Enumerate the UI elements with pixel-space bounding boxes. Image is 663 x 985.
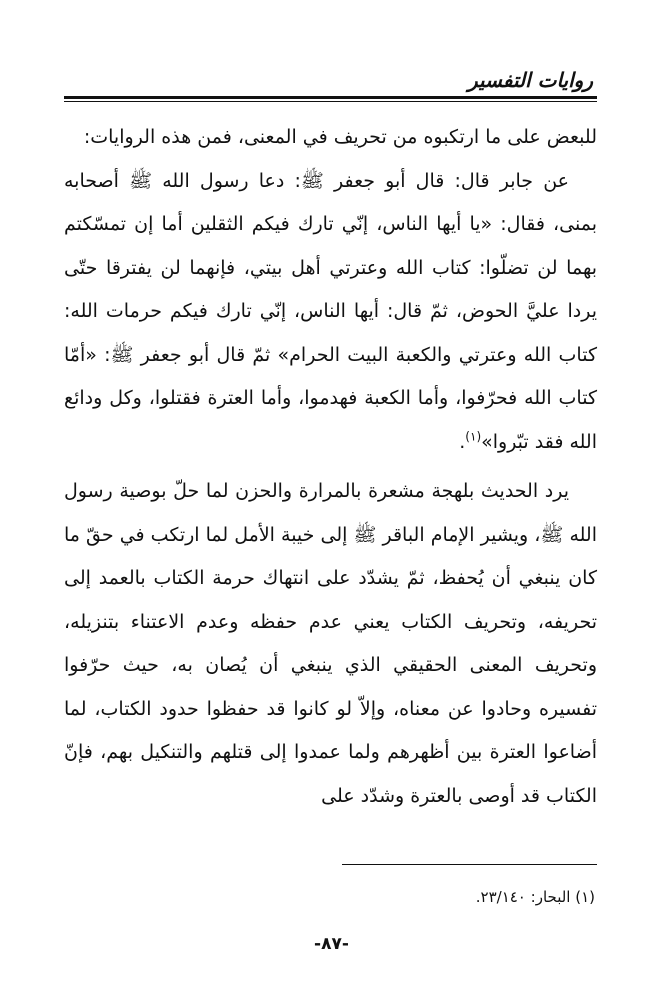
paragraph-2	[64, 160, 597, 465]
running-header	[64, 68, 597, 94]
footnote-reference[interactable]: (١)	[465, 429, 482, 444]
footnote-separator	[342, 864, 597, 865]
paragraph-2-end: .	[459, 430, 466, 453]
footnote: (١) البحار: ٢٣/١٤٠.	[475, 888, 595, 906]
page-number: -٨٧-	[314, 934, 349, 954]
paragraph-3: يرد الحديث بلهجة مشعرة بالمرارة والحزن لما حلّ بوصية رسول الله ﷺ، ويشير الإمام الباقر ﷺ إلى خيبة الأمل لما ارتكب في حقّ ما كان ينبغي أن يُحفظ، ثمّ يشدّد على انتهاك حرمة الكتاب بالعمد إلى تحريفه، وتحريف الكتاب يعني عدم حفظه وعدم الاعتناء بتنزيله، وتحريف المعنى الحقيقي الذي ينبغي أن يُصان به، حيث حرّفوا تفسيره وحادوا عن معناه، وإلاّ لو كانوا قد حفظوا حدود الكتاب، لما أضاعوا العترة بين أظهرهم ولما عمدوا إلى قتلهم والتنكيل بهم، فإنّ الكتاب قد أوصى بالعترة وشدّد على	[64, 480, 597, 807]
body-text	[64, 116, 597, 818]
header-rule-thin	[64, 101, 597, 102]
running-header-title: روايات التفسير	[467, 68, 593, 92]
paragraph-1: للبعض على ما ارتكبوه من تحريف في المعنى، فمن هذه الروايات:	[83, 126, 597, 148]
paragraph-2-text: عن جابر قال: قال أبو جعفر ﷺ: دعا رسول الله ﷺ أصحابه بمنى، فقال: «يا أيها الناس، إنّي تارك فيكم الثقلين أما إن تمسّكتم بهما لن تضلّوا: كتاب الله وعترتي أهل بيتي، فإنهما لن يفترقا حتّى يردا عليَّ الحوض، ثمّ قال: أيها الناس، إنّي تارك فيكم حرمات الله: كتاب الله وعترتي والكعبة البيت الحرام» ثمّ قال أبو جعفر ﷺ: «أمّا كتاب الله فحرّفوا، وأما الكعبة فهدموا، وأما العترة فقتلوا، وكل ودائع الله فقد تبّروا»	[64, 169, 597, 453]
header-rule-thick	[64, 96, 597, 99]
